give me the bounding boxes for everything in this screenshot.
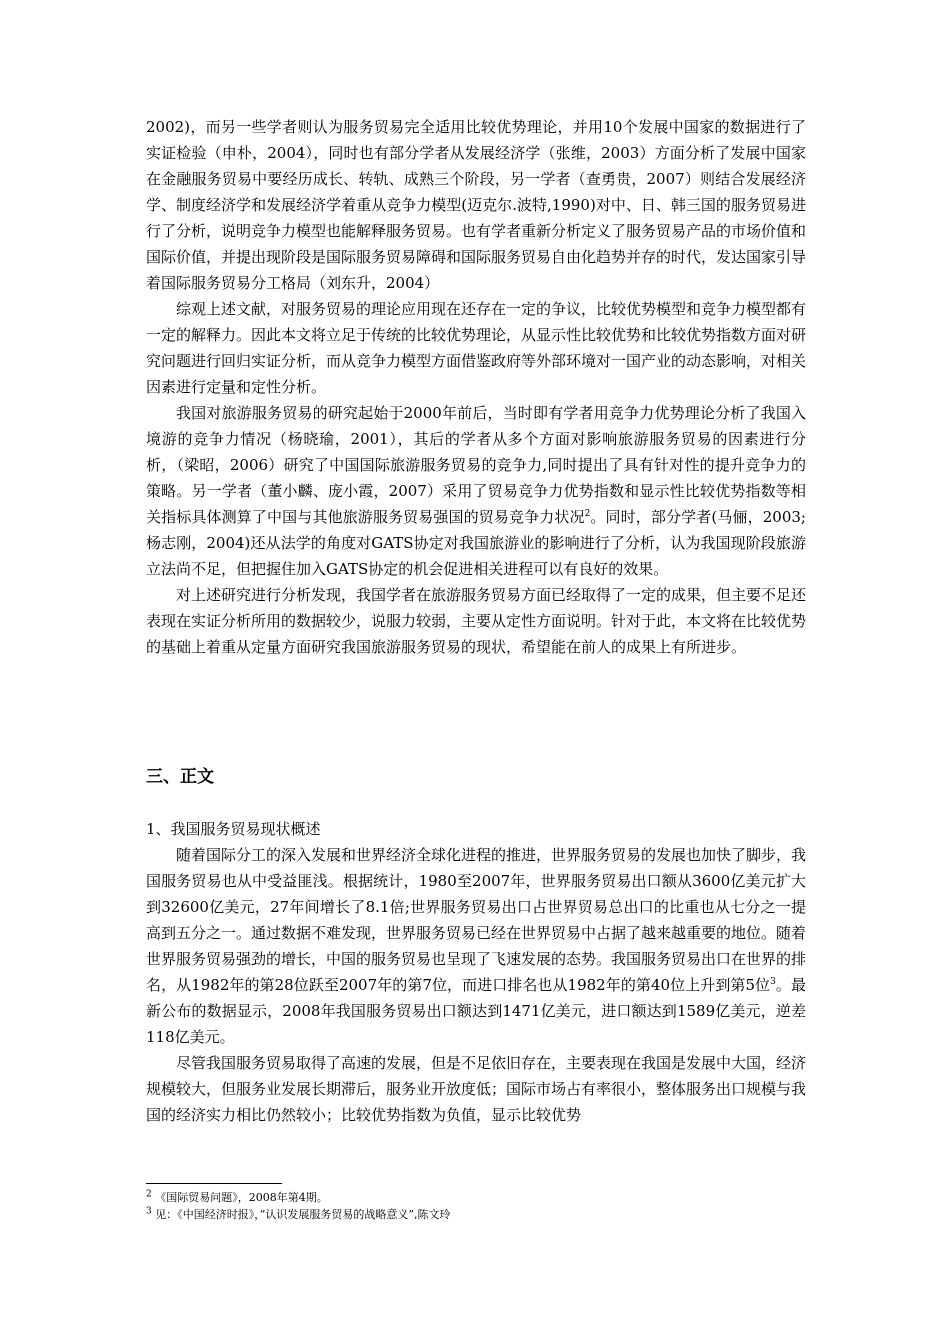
paragraph-tourism-research	[146, 400, 806, 582]
paragraph-literature-summary: 综观上述文献，对服务贸易的理论应用现在还存在一定的争议，比较优势模型和竞争力模型都有一定的解释力。因此本文将立足于传统的比较优势理论，从显示性比较优势和比较优势指数方面对研究问题进行回归实证分析，而从竞争力模型方面借鉴政府等外部环境对一国产业的动态影响，对相关因素进行定量和定性分析。	[146, 300, 807, 396]
spacer	[146, 790, 806, 816]
footnote-2	[146, 1189, 806, 1206]
paragraph-continued: 2002)，而另一些学者则认为服务贸易完全适用比较优势理论，并用10个发展中国家的数据进行了实证检验（申朴，2004），同时也有部分学者从发展经济学（张维，2003）方面分析了发展中国家在金融服务贸易中要经历成长、转轨、成熟三个阶段，另一学者（查勇贵，2007）则结合发展经济学、制度经济学和发展经济学着重从竞争力模型(迈克尔.波特,1990)对中、日、韩三国的服务贸易进行了分析，说明竞争力模型也能解释服务贸易。也有学者重新分析定义了服务贸易产品的市场价值和国际价值，并提出现阶段是国际服务贸易障碍和国际服务贸易自由化趋势并存的时代，发达国家引导着国际服务贸易分工格局（刘东升，2004）	[146, 118, 807, 292]
footnote-3	[146, 1206, 806, 1223]
footnote-text: 见：《中国经济时报》，”认识发展服务贸易的战略意义”,陈文玲	[155, 1208, 451, 1221]
paragraph-research-gap: 对上述研究进行分析发现，我国学者在旅游服务贸易方面已经取得了一定的成果，但主要不足还表现在实证分析所用的数据较少，说服力较弱，主要从定性方面说明。针对于此，本文将在比较优势的基础上着重从定量方面研究我国旅游服务贸易的现状，希望能在前人的成果上有所进步。	[146, 586, 807, 656]
footnotes	[146, 1183, 806, 1223]
paragraph-service-trade-overview	[146, 842, 806, 1050]
footnote-mark: 3	[146, 1206, 152, 1217]
text-run: 。同时，部分学者(马俪，2003;杨志刚，2004)还从法学的角度对GATS协定对我国旅游业的影响进行了分析，认为我国现阶段旅游立法尚不足，但把握住加入GATS协定的机会促进相关进程可以有良好的效果。	[146, 508, 806, 578]
footnote-ref-2[interactable]: 2	[584, 509, 591, 519]
text-run: 随着国际分工的深入发展和世界经济全球化进程的推进，世界服务贸易的发展也加快了脚步，我国服务贸易也从中受益匪浅。根据统计，1980至2007年，世界服务贸易出口额从3600亿美元扩大到32600亿美元，27年间增长了8.1倍;世界服务贸易出口占世界贸易总出口的比重也从七分之一提高到五分之一。通过数据不难发现，世界服务贸易已经在世界贸易中占据了越来越重要的地位。随着世界服务贸易强劲的增长，中国的服务贸易也呈现了飞速发展的态势。我国服务贸易出口在世界的排名，从1982年的第28位跃至2007年的第7位，而进口排名也从1982年的第40位上升到第5位	[146, 846, 807, 994]
paragraph-shortcomings: 尽管我国服务贸易取得了高速的发展，但是不足依旧存在，主要表现在我国是发展中大国，经济规模较大，但服务业发展长期滞后，服务业开放度低；国际市场占有率很小，整体服务出口规模与我国的经济实力相比仍然较小；比较优势指数为负值，显示比较优势	[146, 1054, 807, 1124]
subsection-heading: 1、我国服务贸易现状概述	[146, 820, 321, 838]
section-heading: 三、正文	[146, 767, 214, 787]
text-run: 我国对旅游服务贸易的研究起始于2000年前后，当时即有学者用竞争力优势理论分析了我国入境游的竞争力情况（杨晓瑜，2001），其后的学者从多个方面对影响旅游服务贸易的因素进行分析，（梁昭，2006）研究了中国国际旅游服务贸易的竞争力,同时提出了具有针对性的提升竞争力的策略。另一学者（董小麟、庞小霞，2007）采用了贸易竞争力优势指数和显示性比较优势指数等相关指标具体测算了中国与其他旅游服务贸易强国的贸易竞争力状况	[146, 404, 806, 526]
footnote-divider	[146, 1183, 282, 1184]
spacer	[146, 660, 806, 764]
footnote-text: 《国际贸易问题》，2008年第4期。	[155, 1191, 328, 1204]
text-run: 。最新公布的数据显示，2008年我国服务贸易出口额达到1471亿美元，进口额达到1589亿美元，逆差118亿美元。	[146, 976, 806, 1046]
footnote-ref-3[interactable]: 3	[770, 977, 776, 987]
body-text	[146, 114, 806, 1128]
footnote-mark: 2	[146, 1189, 152, 1200]
